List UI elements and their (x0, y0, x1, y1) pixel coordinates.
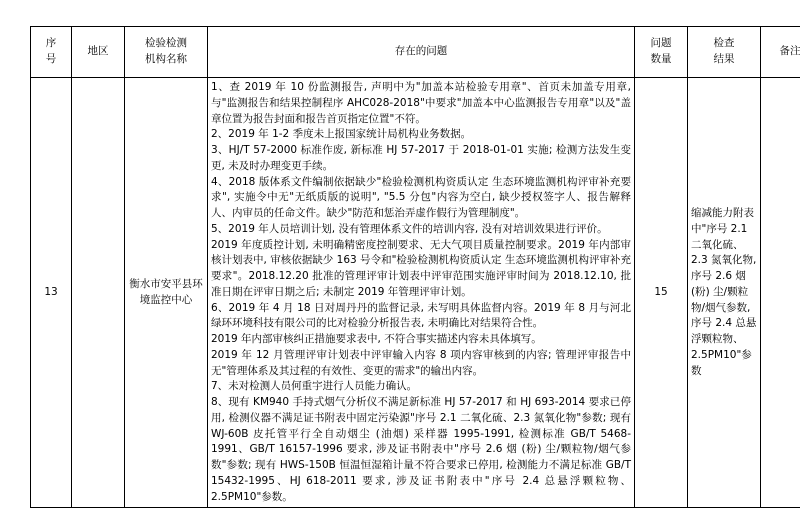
issue-item: 4、2018 版体系文件编制依据缺少"检验检测机构资质认定 生态环境监测机构评审补充要求", 实施令中无"无纸质版的说明", "5.5 分包"内容为空白, 缺少授权签字人、报告解释人、内审员的任命文件。缺少"防范和惩治弄虚作假行为管理制度"。 (211, 175, 631, 222)
cell-org: 衡水市安平县环境监控中心 (125, 78, 208, 508)
cell-count: 15 (635, 78, 688, 508)
column-header-no (31, 27, 72, 78)
cell-result: 缩减能力附表中"序号 2.1 二氧化硫、2.3 氮氧化物, 序号 2.6 烟 (粉) 尘/颗粒物/烟气参数, 序号 2.4 总悬浮颗粒物、2.5PM10"参数 (688, 78, 761, 508)
column-header-remark: 备注 (761, 27, 800, 78)
inspection-table (30, 26, 800, 508)
column-header-count-line1: 问题 (638, 36, 684, 52)
issue-item: 5、2019 年人员培训计划, 没有管理体系文件的培训内容, 没有对培训效果进行评价。 (211, 222, 631, 238)
issue-item: 2、2019 年 1-2 季度未上报国家统计局机构业务数据。 (211, 127, 631, 143)
column-header-org-line2: 机构名称 (128, 52, 204, 68)
column-header-count-line2: 数量 (638, 52, 684, 68)
table-header-row (31, 27, 800, 78)
table-row (31, 78, 800, 508)
column-header-count (635, 27, 688, 78)
issue-item: 7、未对检测人员何重宇进行人员能力确认。 (211, 379, 631, 395)
issue-item: 3、HJ/T 57-2000 标准作废, 新标准 HJ 57-2017 于 2018-01-01 实施; 检测方法发生变更, 未及时办理变更手续。 (211, 143, 631, 175)
issue-item: 8、现有 KM940 手持式烟气分析仪不满足新标准 HJ 57-2017 和 HJ 693-2014 要求已停用, 检测仪器不满足证书附表中固定污染源"序号 2.1 二氧化硫、2.3 氮氧化物"参数; 现有 WJ-60B 皮托管平行全自动烟尘 (油烟) 采样器 1995-1991, 检测标准 GB/T 5468-1991、GB/T 16157-1996 要求, 涉及证书附表中"序号 2.6 烟 (粉) 尘/颗粒物/烟气参数"参数; 现有 HWS-150B 恒温恒湿箱计量不符合要求已停用, 检测能力不满足标准 GB/T 15432-1995、HJ 618-2011 要求, 涉及证书附表中"序号 2.4 总悬浮颗粒物、2.5PM10"参数。 (211, 395, 631, 505)
column-header-result-line2: 结果 (691, 52, 757, 68)
table-header (31, 27, 800, 78)
cell-issues (208, 78, 635, 508)
column-header-region: 地区 (72, 27, 125, 78)
issue-item: 1、查 2019 年 10 份监测报告, 声明中为"加盖本站检验专用章"、首页未加盖专用章, 与"监测报告和结果控制程序 AHC028-2018"中要求"加盖本中心监测报告专用章"以及"盖章位置为报告封面和报告首页指定位置"不符。 (211, 80, 631, 127)
table-body (31, 78, 800, 508)
column-header-org (125, 27, 208, 78)
column-header-no-line1: 序 (34, 36, 68, 52)
issue-item: 2019 年内部审核纠正措施要求表中, 不符合事实描述内容未具体填写。 (211, 332, 631, 348)
cell-remark (761, 78, 800, 508)
column-header-no-line2: 号 (34, 52, 68, 68)
column-header-issues: 存在的问题 (208, 27, 635, 78)
column-header-org-line1: 检验检测 (128, 36, 204, 52)
issue-item: 6、2019 年 4 月 18 日对周丹丹的监督记录, 未写明具体监督内容。2019 年 8 月与河北绿环环境科技有限公司的比对检验分析报告表, 未明确比对结果符合性。 (211, 301, 631, 333)
cell-no: 13 (31, 78, 72, 508)
cell-region (72, 78, 125, 508)
column-header-result-line1: 检查 (691, 36, 757, 52)
column-header-result (688, 27, 761, 78)
issue-item: 2019 年度质控计划, 未明确精密度控制要求、无大气项目质量控制要求。2019 年内部审核计划表中, 审核依据缺少 163 号令和"检验检测机构资质认定 生态环境监测机构评审补充要求"。2018.12.20 批准的管理评审计划表中评审范围实施评审时间为 2018.12.10, 批准日期在评审日期之后; 未制定 2019 年管理评审计划。 (211, 238, 631, 301)
issue-item: 2019 年 12 月管理评审计划表中评审输入内容 8 项内容审核到的内容; 管理评审报告中无"管理体系及其过程的有效性、变更的需求"的输出内容。 (211, 348, 631, 380)
